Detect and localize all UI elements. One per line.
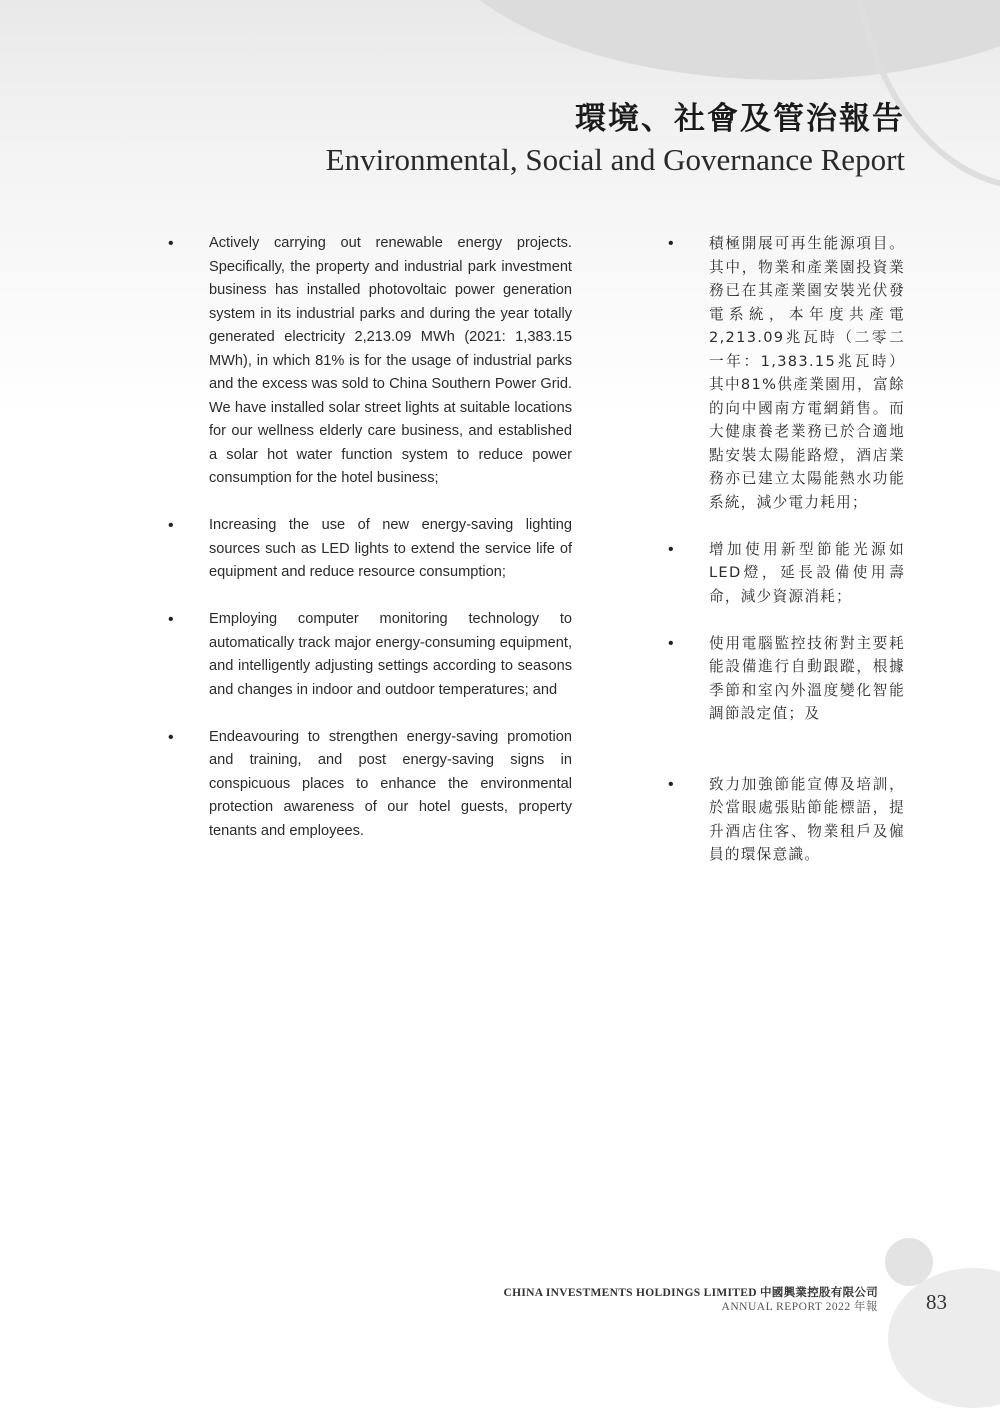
- chinese-column: [668, 232, 905, 867]
- list-item-text: Increasing the use of new energy-saving lighting sources such as LED lights to extend the service life of equipment and reduce resource consumption;: [209, 517, 572, 580]
- list-item-text: Employing computer monitoring technology to automatically track major energy-consuming equipment, and intelligently adjusting settings according to seasons and changes in indoor and outdoor temperatures; and: [209, 611, 572, 698]
- bullet: •: [668, 540, 674, 558]
- page-header: [326, 100, 905, 180]
- title-chinese: 環境、社會及管治報告: [575, 101, 905, 137]
- company-name: CHINA INVESTMENTS HOLDINGS LIMITED 中國興業控股有限公司: [503, 1287, 878, 1299]
- list-item-text: Actively carrying out renewable energy projects. Specifically, the property and industrial park investment business has installed photovoltaic power generation system in its industrial parks and during the year totally generated electricity 2,213.09 MWh (2021: 1,383.15 MWh), in which 81% is for the usage of industrial parks and the excess was sold to China Southern Power Grid. We have installed solar street lights at suitable locations for our wellness elderly care business, and established a solar hot water function system to reduce power consumption for the hotel business;: [209, 235, 572, 486]
- bullet: •: [668, 634, 674, 652]
- bullet: •: [168, 517, 174, 534]
- list-item: [168, 608, 572, 702]
- title-english: Environmental, Social and Governance Report: [325, 142, 905, 177]
- page-footer: [503, 1286, 878, 1314]
- bullet: •: [168, 611, 174, 628]
- list-item: [168, 232, 572, 491]
- report-name: ANNUAL REPORT 2022 年報: [721, 1301, 878, 1313]
- list-item-text: 積極開展可再生能源項目。其中，物業和產業園投資業務已在其產業園安裝光伏發電系統，本年度共產電2,213.09兆瓦時（二零二一年：1,383.15兆瓦時）其中81%供產業園用，富餘的向中國南方電網銷售。而大健康養老業務已於合適地點安裝太陽能路燈，酒店業務亦已建立太陽能熱水功能系統，減少電力耗用；: [709, 235, 905, 511]
- list-item: [168, 726, 572, 844]
- list-item-text: Endeavouring to strengthen energy-saving promotion and training, and post energy-saving signs in conspicuous places to enhance the environmental protection awareness of our hotel guests, property tenants and employees.: [209, 728, 572, 839]
- list-item-text: 致力加強節能宣傳及培訓，於當眼處張貼節能標語，提升酒店住客、物業租戶及僱員的環保意識。: [709, 775, 905, 863]
- bullet: •: [668, 235, 674, 252]
- decorative-circle-large: [888, 1268, 1000, 1408]
- page-number: 83: [926, 1290, 947, 1314]
- list-item: [668, 232, 905, 514]
- list-item-text: 增加使用新型節能光源如LED燈，延長設備使用壽命，減少資源消耗；: [709, 540, 905, 605]
- list-item: [668, 538, 905, 609]
- list-item-text: 使用電腦監控技術對主要耗能設備進行自動跟蹤，根據季節和室內外溫度變化智能調節設定值；及: [709, 634, 905, 722]
- list-item: [168, 514, 572, 585]
- list-item: [668, 632, 905, 726]
- bullet: •: [168, 235, 174, 252]
- english-column: [168, 232, 572, 843]
- bullet: •: [168, 728, 174, 746]
- list-item: [668, 773, 905, 867]
- bullet: •: [668, 775, 674, 793]
